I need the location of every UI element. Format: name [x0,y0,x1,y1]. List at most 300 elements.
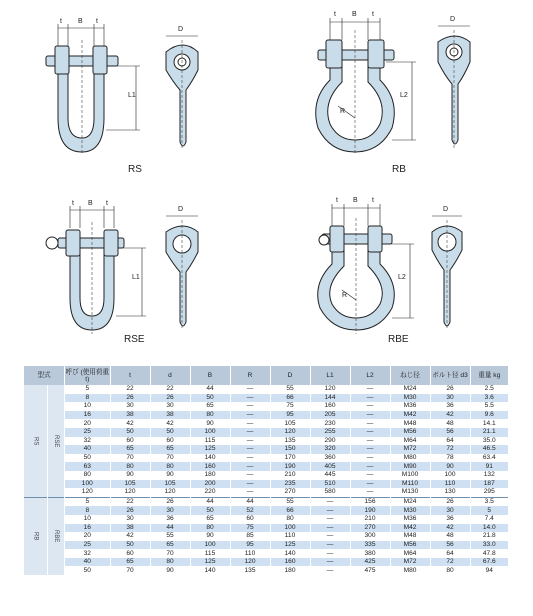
table-row [24,566,509,575]
table-cell: 120 [230,558,270,567]
table-cell: — [310,566,350,575]
table-cell: — [350,419,390,428]
table-cell: 50 [110,428,150,437]
table-cell: 67.6 [470,558,508,567]
rbe-front-view [318,204,414,334]
table-cell: 445 [310,471,350,480]
table-cell: 5 [65,385,110,394]
table-cell: 70 [150,454,190,463]
table-cell: — [230,454,270,463]
table-cell: 2.5 [470,385,508,394]
table-cell: 90 [190,419,230,428]
table-cell: M64 [390,549,430,558]
table-cell: 125 [190,558,230,567]
table-row [24,411,509,420]
header-bolt: ボルト径 d3 [430,366,470,385]
header-l1: L1 [310,366,350,385]
table-row [24,437,509,446]
table-cell: M100 [390,471,430,480]
group-label: RS [24,385,48,497]
table-cell: 100 [430,471,470,480]
table-cell: 105 [270,419,310,428]
table-cell: M64 [390,437,430,446]
table-cell: 78 [430,454,470,463]
table-cell: 90 [110,471,150,480]
table-cell: 46.5 [470,445,508,454]
table-cell: 94 [470,566,508,575]
table-cell: 3.5 [470,497,508,506]
table-cell: 65 [190,402,230,411]
dim-d: D [178,26,184,33]
table-cell: M80 [390,566,430,575]
table-cell: 26 [430,385,470,394]
table-cell: — [230,480,270,489]
table-cell: M24 [390,385,430,394]
table-row [24,541,509,550]
table-cell: 64 [430,549,470,558]
table-cell: 22 [110,385,150,394]
table-cell: 65 [150,541,190,550]
table-cell: 5.5 [470,402,508,411]
dim-d: D [178,206,184,213]
table-cell: 70 [150,549,190,558]
table-cell: 32 [65,549,110,558]
table-cell: — [230,385,270,394]
dim-t-right: t [96,18,98,25]
table-cell: — [310,549,350,558]
header-b: B [190,366,230,385]
header-nominal: 呼び (使用荷重 t) [65,366,110,385]
table-cell: 140 [190,454,230,463]
table-cell: 26 [430,497,470,506]
table-cell: 65 [110,558,150,567]
table-cell: 16 [65,524,110,533]
table-cell: 30 [150,506,190,515]
table-cell: 42 [110,532,150,541]
table-cell: 36 [150,515,190,524]
table-cell: 190 [270,462,310,471]
table-cell: 255 [310,428,350,437]
table-row [24,419,509,428]
table-row [24,506,509,515]
dim-r: R [340,108,346,115]
table-cell: 475 [350,566,390,575]
table-cell: 72 [430,558,470,567]
table-cell: — [350,394,390,403]
table-row [24,497,509,506]
table-cell: M42 [390,411,430,420]
table-cell: 160 [310,402,350,411]
group-sub-label: RBE [47,497,64,575]
table-cell: 38 [110,524,150,533]
table-cell: 65 [110,445,150,454]
table-cell: 140 [190,566,230,575]
table-cell: — [350,480,390,489]
dim-d: D [450,16,456,23]
rbe-side-view [432,216,462,330]
table-cell: 180 [270,566,310,575]
table-cell: 160 [270,558,310,567]
header-d-upper: D [270,366,310,385]
table-cell: M80 [390,454,430,463]
table-cell: 110 [430,480,470,489]
table-cell: 205 [310,411,350,420]
table-cell: 125 [190,445,230,454]
table-cell: 60 [110,549,150,558]
group-label: RB [24,497,48,575]
group-rs [24,385,509,497]
table-cell: M72 [390,445,430,454]
rse-side-view [166,216,198,330]
table-cell: 30 [110,515,150,524]
table-cell: 144 [310,394,350,403]
table-cell: 72 [430,445,470,454]
dim-t-left: t [60,18,62,25]
table-cell: 210 [270,471,310,480]
table-cell: M30 [390,506,430,515]
table-cell: M56 [390,428,430,437]
table-cell: M36 [390,515,430,524]
table-cell: 190 [350,506,390,515]
table-cell: 21.8 [470,532,508,541]
table-cell: 120 [270,428,310,437]
table-cell: M30 [390,394,430,403]
table-cell: — [350,488,390,497]
table-row [24,488,509,497]
table-cell: — [310,506,350,515]
table-row [24,394,509,403]
table-row [24,402,509,411]
table-header-row [24,366,509,385]
table-cell: 10 [65,402,110,411]
table-cell: — [230,402,270,411]
table-cell: 80 [150,462,190,471]
table-cell: 5 [470,506,508,515]
table-cell: 100 [65,480,110,489]
table-cell: 156 [350,497,390,506]
table-cell: 42 [150,419,190,428]
table-cell: 56 [430,541,470,550]
table-cell: 70 [110,566,150,575]
table-cell: 132 [470,471,508,480]
header-thread: ねじ径 [390,366,430,385]
table-cell: 36 [430,402,470,411]
group-rb [24,497,509,575]
table-cell: 21.1 [470,428,508,437]
header-r: R [230,366,270,385]
figure-label-rse: RSE [124,334,145,345]
dim-t-right: t [372,197,374,204]
table-cell: — [310,497,350,506]
table-cell: 55 [270,497,310,506]
table-cell: 38 [110,411,150,420]
table-cell: 90 [150,566,190,575]
table-cell: 80 [190,524,230,533]
table-cell: 26 [110,394,150,403]
table-cell: 180 [190,471,230,480]
table-cell: — [350,471,390,480]
table-cell: — [230,462,270,471]
table-cell: 360 [310,454,350,463]
table-cell: 60 [110,437,150,446]
table-cell: — [350,445,390,454]
table-cell: 8 [65,394,110,403]
table-cell: 95 [230,541,270,550]
table-cell: — [310,532,350,541]
table-cell: 115 [190,437,230,446]
table-cell: 26 [150,497,190,506]
table-cell: — [310,558,350,567]
table-cell: 36 [430,515,470,524]
header-l2: L2 [350,366,390,385]
table-cell: — [230,411,270,420]
table-cell: 220 [190,488,230,497]
table-cell: — [350,454,390,463]
table-cell: 48 [430,419,470,428]
table-cell: 130 [430,488,470,497]
dim-l2: L2 [400,92,408,99]
table-cell: — [310,524,350,533]
table-cell: 66 [270,506,310,515]
table-cell: — [350,385,390,394]
table-cell: 580 [310,488,350,497]
table-cell: 60 [150,437,190,446]
dim-r: R [342,292,348,299]
table-cell: 42 [430,524,470,533]
table-cell: — [310,541,350,550]
rse-front-view [46,206,146,334]
table-cell: 5 [65,497,110,506]
table-row [24,558,509,567]
table-cell: M42 [390,524,430,533]
table-cell: 42 [430,411,470,420]
table-cell: 200 [190,480,230,489]
dim-b: B [353,197,358,204]
table-cell: 135 [230,566,270,575]
dim-t-left: t [336,197,338,204]
table-cell: — [350,462,390,471]
table-cell: 150 [270,445,310,454]
table-cell: 85 [230,532,270,541]
table-cell: 16 [65,411,110,420]
table-cell: 290 [310,437,350,446]
table-cell: 22 [150,385,190,394]
table-cell: — [230,419,270,428]
dim-l2: L2 [398,274,406,281]
table-row [24,428,509,437]
table-cell: 115 [190,549,230,558]
rb-side-view [438,26,470,148]
table-cell: M36 [390,402,430,411]
dim-l1: L1 [132,274,140,281]
table-row [24,549,509,558]
table-cell: — [230,428,270,437]
table-cell: 170 [270,454,310,463]
table-cell: 90 [190,532,230,541]
table-cell: 47.8 [470,549,508,558]
table-cell: 40 [65,445,110,454]
table-cell: 9.6 [470,411,508,420]
dim-t-left: t [334,11,336,18]
table-cell: 295 [470,488,508,497]
table-cell: — [230,471,270,480]
table-row [24,454,509,463]
dim-d: D [443,206,449,213]
table-cell: 35.0 [470,437,508,446]
table-cell: — [350,437,390,446]
table-cell: 20 [65,532,110,541]
table-row [24,462,509,471]
table-cell: 80 [270,515,310,524]
table-cell: 55 [270,385,310,394]
table-cell: M48 [390,532,430,541]
table-cell: — [350,402,390,411]
table-cell: 95 [270,411,310,420]
table-cell: 90 [430,462,470,471]
table-cell: 120 [150,488,190,497]
table-row [24,445,509,454]
table-cell: 50 [65,454,110,463]
table-cell: 56 [430,428,470,437]
table-cell: 64 [430,437,470,446]
table-cell: 405 [310,462,350,471]
table-cell: 80 [110,462,150,471]
table-cell: — [230,394,270,403]
table-cell: 510 [310,480,350,489]
table-cell: 52 [230,506,270,515]
table-row [24,385,509,394]
table-cell: 75 [270,402,310,411]
table-cell: 70 [110,454,150,463]
table-cell: 32 [65,437,110,446]
table-cell: 80 [190,411,230,420]
table-cell: 100 [270,524,310,533]
table-cell: 63 [65,462,110,471]
table-cell: 105 [110,480,150,489]
table-cell: 25 [65,428,110,437]
table-cell: 38 [150,411,190,420]
table-cell: 50 [110,541,150,550]
table-cell: 30 [150,402,190,411]
table-cell: 44 [190,385,230,394]
table-cell: M90 [390,462,430,471]
table-cell: 30 [430,506,470,515]
table-cell: 100 [190,428,230,437]
header-t: t [110,366,150,385]
table-cell: 30 [110,402,150,411]
table-cell: 66 [270,394,310,403]
table-cell: — [230,488,270,497]
dim-t-left: t [72,200,74,207]
table-cell: 44 [150,524,190,533]
table-cell: 270 [350,524,390,533]
table-cell: 65 [150,445,190,454]
table-cell: 26 [110,506,150,515]
table-cell: 120 [65,488,110,497]
table-cell: 75 [230,524,270,533]
table-cell: 320 [310,445,350,454]
table-cell: 44 [190,497,230,506]
table-row [24,532,509,541]
table-cell: 25 [65,541,110,550]
table-cell: 110 [230,549,270,558]
spec-table [23,366,508,575]
table-cell: 3.6 [470,394,508,403]
dim-t-right: t [106,200,108,207]
table-cell: 48 [430,532,470,541]
table-cell: 135 [270,437,310,446]
group-sub-label: RSE [47,385,64,497]
table-cell: 380 [350,549,390,558]
table-cell: 91 [470,462,508,471]
dim-b: B [78,18,83,25]
table-cell: M56 [390,541,430,550]
table-cell: 80 [430,566,470,575]
table-cell: 20 [65,419,110,428]
table-cell: M110 [390,480,430,489]
table-cell: 90 [150,471,190,480]
table-cell: 42 [110,419,150,428]
table-cell: 50 [150,428,190,437]
table-cell: 26 [150,394,190,403]
table-cell: 14.0 [470,524,508,533]
table-cell: 33.0 [470,541,508,550]
table-cell: 60 [230,515,270,524]
table-row [24,471,509,480]
table-cell: 160 [190,462,230,471]
table-cell: — [230,445,270,454]
rs-side-view [166,36,198,148]
table-cell: 100 [190,541,230,550]
rb-front-view [316,18,416,155]
table-cell: — [310,515,350,524]
table-cell: 7.4 [470,515,508,524]
table-cell: M72 [390,558,430,567]
table-cell: 30 [430,394,470,403]
table-cell: — [350,428,390,437]
table-cell: — [230,437,270,446]
dim-b: B [88,200,93,207]
table-cell: 22 [110,497,150,506]
dim-b: B [352,11,357,18]
table-cell: 140 [270,549,310,558]
table-cell: 235 [270,480,310,489]
table-cell: M130 [390,488,430,497]
table-cell: 40 [65,558,110,567]
table-cell: 8 [65,506,110,515]
spec-table-wrapper [23,366,508,575]
table-cell: 44 [230,497,270,506]
table-cell: 210 [350,515,390,524]
table-cell: 270 [270,488,310,497]
table-row [24,524,509,533]
header-type: 型式 [24,366,65,385]
table-cell: M24 [390,497,430,506]
table-cell: 105 [150,480,190,489]
figure-label-rb: RB [392,164,406,175]
table-cell: M48 [390,419,430,428]
table-cell: 50 [190,394,230,403]
table-cell: 50 [190,506,230,515]
table-cell: 63.4 [470,454,508,463]
rs-front-view [46,24,140,155]
header-weight: 重量 kg [470,366,508,385]
table-cell: 80 [65,471,110,480]
table-cell: 125 [270,541,310,550]
figure-label-rs: RS [128,164,142,175]
table-row [24,515,509,524]
header-d: d [150,366,190,385]
